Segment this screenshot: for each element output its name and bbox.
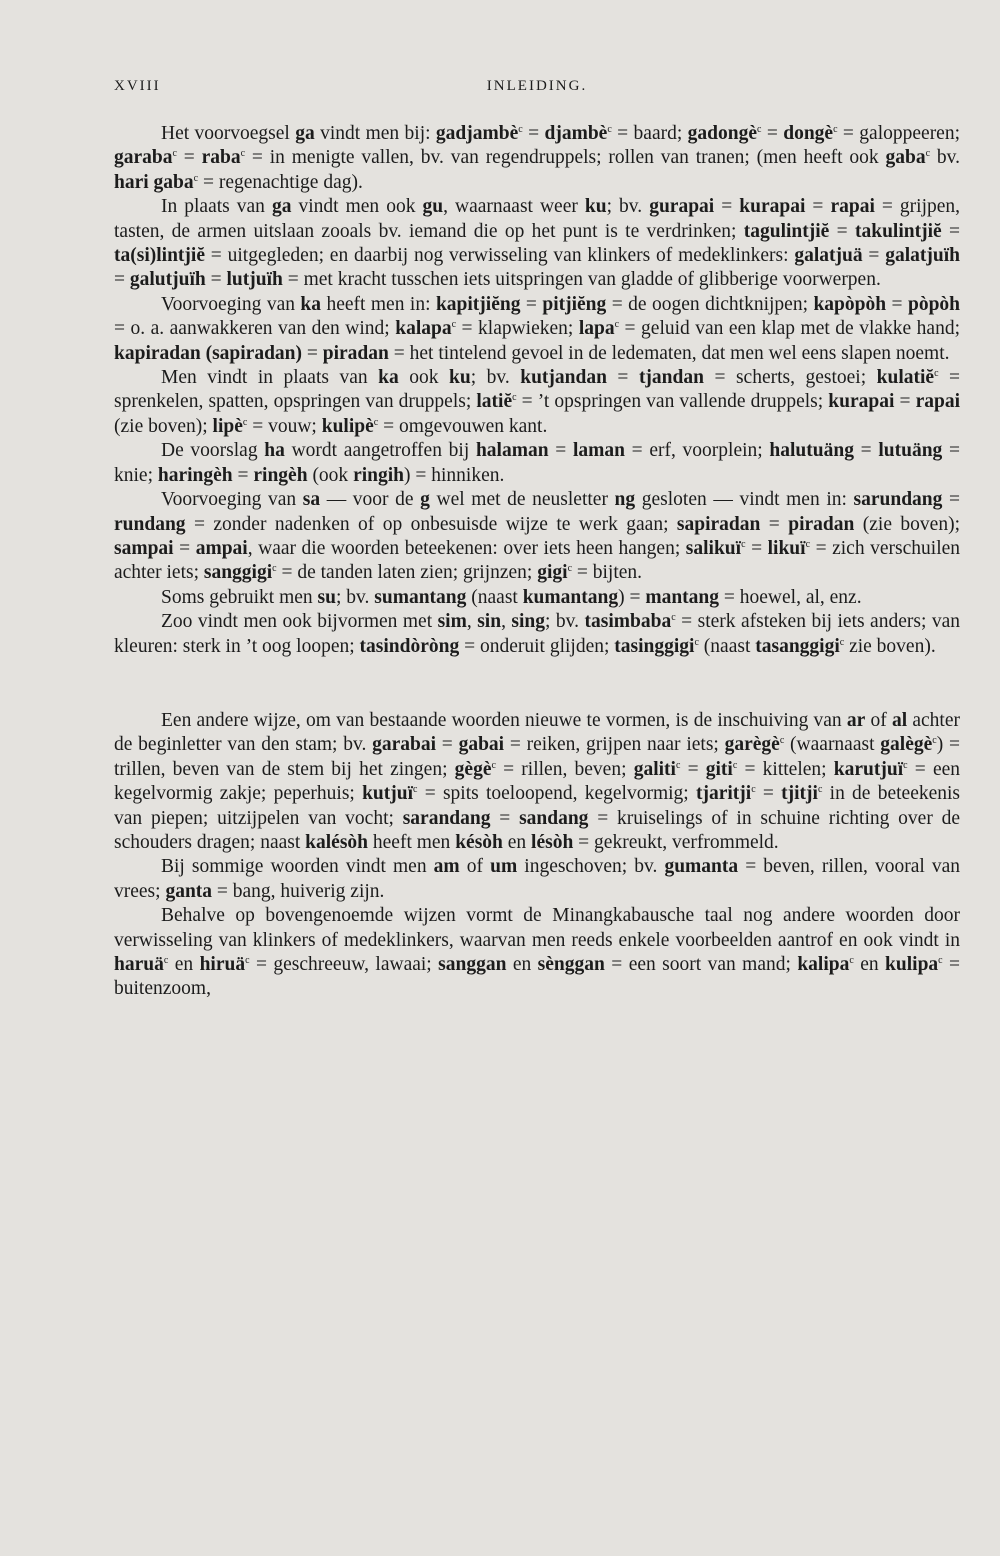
term: piradan	[788, 513, 855, 535]
text-run: in de beteekenis van piepen; uitzijpelen van vocht;	[114, 783, 961, 829]
superscript-mark: c	[675, 759, 681, 771]
text-run: =	[714, 196, 740, 218]
term: ringih	[353, 464, 404, 486]
text-run: gesloten — vindt men in:	[635, 489, 854, 511]
term: gadjambè	[435, 123, 519, 144]
term: kapiradan (sapiradan)	[114, 342, 303, 364]
text-run: ) =	[618, 586, 646, 608]
term: g	[420, 489, 430, 511]
text-run: =	[548, 440, 573, 462]
term: gumanta	[664, 856, 739, 878]
term: ga	[295, 123, 315, 144]
term: késòh	[455, 831, 503, 853]
text-run: vindt men bij:	[314, 123, 436, 144]
text-run: = de tanden laten zien; grijnzen;	[276, 562, 538, 584]
text-run: ,	[466, 611, 478, 633]
text-run: =	[520, 293, 543, 315]
superscript-mark: c	[932, 735, 937, 747]
term: kumantang	[522, 586, 619, 608]
text-run: = rillen, beven;	[495, 758, 634, 780]
term: hari gaba	[114, 171, 194, 193]
text-run: = sterk afsteken bij iets anders; van kleuren: sterk in ’t oog loopen;	[114, 611, 961, 657]
text-run: =	[745, 537, 768, 559]
term: tjaritji	[695, 783, 752, 805]
text-run: =	[894, 391, 916, 413]
superscript-mark: c	[614, 319, 620, 331]
text-run: , waar die woorden beteekenen: over iets heen hangen;	[247, 537, 686, 559]
superscript-mark: c	[567, 563, 573, 575]
text-run: =	[302, 342, 323, 364]
text-run: =	[680, 758, 706, 780]
text-run: ingeschoven; bv.	[517, 856, 665, 878]
text-run: ; bv.	[545, 611, 585, 633]
text-run: wel met de neusletter	[429, 489, 615, 511]
term: hiruä	[199, 954, 246, 975]
term: giti	[705, 758, 733, 780]
term: likuï	[767, 537, 806, 559]
term: tjitji	[781, 783, 818, 805]
text-run: ) = trillen, beven van de stem bij het zingen;	[114, 734, 960, 780]
text-run: = grijpen, tasten, de armen uitslaan zooals bv. iemand die op het punt is te verdrinken;	[114, 196, 961, 242]
term: rapai	[830, 196, 875, 218]
text-run: , waarnaast weer	[443, 196, 585, 218]
text-run: bv.	[930, 147, 960, 169]
term: sarundang	[853, 489, 943, 511]
term: gu	[422, 196, 444, 218]
text-run: ook	[398, 367, 449, 389]
paragraph	[114, 366, 960, 439]
text-run: = knie;	[114, 440, 960, 486]
paragraph	[114, 195, 960, 293]
term: tasimbaba	[584, 611, 672, 633]
term: lutuäng	[878, 440, 943, 462]
superscript-mark: c	[934, 368, 939, 380]
term: raba	[201, 147, 241, 169]
term: sarandang	[402, 807, 491, 829]
term: tasanggigi	[755, 635, 840, 657]
text-run: = spits toeloopend, kegelvormig;	[417, 783, 696, 805]
text-run: Soms gebruikt men	[161, 586, 318, 608]
term: sampai	[114, 537, 174, 559]
term: haringèh	[157, 464, 233, 486]
term: sumantang	[374, 586, 467, 608]
text-run: Het voorvoegsel	[161, 123, 296, 144]
paragraph	[114, 439, 960, 488]
superscript-mark: c	[805, 538, 811, 550]
text-run: = uitgegleden; en daarbij nog verwisseling van klinkers of medeklinkers:	[204, 245, 795, 267]
term: takulintjiĕ	[855, 220, 942, 242]
text-run: en	[168, 954, 200, 975]
text-run: = het tintelend gevoel in de ledematen, dat men wel eens slapen noemt.	[388, 342, 950, 364]
text-run: of	[459, 856, 491, 878]
term: rapai	[915, 391, 960, 413]
term: sènggan	[537, 954, 605, 975]
text-run: = baard;	[611, 123, 688, 144]
superscript-mark: c	[671, 612, 676, 624]
paragraph	[114, 855, 960, 904]
text-run: =	[114, 269, 130, 291]
paragraph	[114, 488, 960, 586]
term: pòpòh	[907, 293, 961, 315]
text-run: = kittelen;	[737, 758, 834, 780]
term: sandang	[519, 807, 589, 829]
text-run: De voorslag	[161, 440, 265, 462]
term: al	[891, 709, 908, 731]
text-run: = omgevouwen kant.	[378, 415, 548, 437]
term: kurapai	[739, 196, 806, 218]
text-run: (ook	[307, 464, 354, 486]
text-run: =	[436, 734, 459, 756]
superscript-mark: c	[839, 636, 845, 648]
term: garègè	[724, 734, 780, 756]
superscript-mark: c	[242, 416, 248, 428]
term: lipè	[212, 415, 243, 437]
paragraph	[114, 709, 960, 855]
text-run: = ’t opspringen van vallende druppels;	[516, 391, 829, 413]
term: ringèh	[253, 464, 308, 486]
term: galutjuïh	[129, 269, 206, 291]
text-run: wordt aangetroffen bij	[284, 440, 476, 462]
term: halaman	[475, 440, 549, 462]
text-run: heeft men in:	[321, 293, 436, 315]
text-run: ) = hinniken.	[404, 464, 505, 486]
text-run: =	[853, 440, 879, 462]
term: galègè	[880, 734, 933, 756]
text-run: =	[522, 123, 545, 144]
text-run: = zich verschuilen achter iets;	[114, 537, 961, 584]
superscript-mark: c	[451, 319, 457, 331]
text-run: heeft men	[368, 831, 456, 853]
superscript-mark: c	[193, 172, 199, 184]
superscript-mark: c	[817, 784, 823, 796]
paragraph	[114, 904, 960, 1002]
term: salikuï	[685, 537, 742, 559]
term: lésòh	[531, 831, 574, 853]
term: kalapa	[395, 318, 452, 340]
term: sanggan	[438, 954, 507, 975]
paragraph	[114, 293, 960, 366]
superscript-mark: c	[518, 124, 523, 135]
term: ku	[584, 196, 607, 218]
text-run: =	[755, 783, 782, 805]
text-run: = regenachtige dag).	[198, 171, 363, 193]
superscript-mark: c	[903, 759, 908, 771]
text-run: =	[176, 147, 202, 169]
superscript-mark: c	[240, 148, 246, 160]
text-run: =	[761, 123, 784, 144]
text-run: = scherts, gestoei;	[703, 367, 877, 389]
term: galiti	[633, 758, 676, 780]
term: rundang	[114, 513, 186, 535]
term: piradan	[322, 342, 389, 364]
text-run: = in menigte vallen, bv. van regendruppels; rollen van tranen; (men heeft ook	[245, 147, 886, 169]
text-run: en	[502, 831, 532, 853]
superscript-mark: c	[732, 759, 738, 771]
text-run: of	[865, 709, 892, 731]
term: sanggigi	[203, 562, 273, 584]
text-run: = galoppeeren;	[837, 123, 961, 144]
text-run: en	[506, 954, 538, 975]
superscript-mark: c	[925, 148, 931, 160]
text-run: = een kegelvormig zakje; peperhuis;	[114, 758, 961, 805]
text-run: =	[862, 245, 886, 267]
superscript-mark: c	[512, 392, 517, 404]
term: lutjuïh	[226, 269, 283, 291]
text-run: =	[805, 196, 831, 218]
term: gadongè	[687, 123, 758, 144]
text-run: Voorvoeging van	[161, 293, 301, 315]
term: sapiradan	[676, 513, 761, 535]
term: sin	[477, 611, 502, 633]
term: haruä	[114, 954, 164, 975]
body-text	[114, 122, 960, 1002]
term: latiĕ	[476, 391, 513, 413]
text-run: = een soort van mand;	[604, 954, 798, 975]
text-run: = kruiselings of in schuine richting over de schouders dragen; naast	[114, 807, 961, 853]
term: gabai	[458, 734, 505, 756]
term: laman	[572, 440, 625, 462]
superscript-mark: c	[607, 124, 612, 135]
text-run: = reiken, grijpen naar iets;	[504, 734, 725, 756]
term: gègè	[454, 758, 492, 780]
term: kutjandan	[520, 367, 607, 389]
text-run: (waarnaast	[784, 734, 881, 756]
term: kutjuï	[362, 783, 414, 805]
paragraph	[114, 122, 960, 195]
term: kulatiĕ	[876, 367, 935, 389]
text-run: = onderuit glijden;	[459, 635, 615, 657]
text-run: = bijten.	[572, 562, 643, 584]
text-run: Men vindt in plaats van	[161, 367, 379, 389]
superscript-mark: c	[163, 955, 169, 966]
text-run: ; bv.	[335, 586, 375, 608]
text-run: Behalve op bovengenoemde wijzen vormt de Minangkabausche taal nog andere woorden door verwisseling van klinkers of medeklinkers, waarvan men reeds enkele voorbeelden aantrof en ook vindt in	[114, 905, 960, 951]
term: ha	[264, 440, 285, 462]
superscript-mark: c	[491, 759, 496, 771]
term: tjandan	[638, 367, 704, 389]
term: djambè	[544, 123, 608, 144]
text-run: zie boven).	[844, 635, 936, 657]
text-run: =	[232, 464, 254, 486]
superscript-mark: c	[413, 784, 418, 796]
superscript-mark: c	[757, 124, 762, 135]
text-run: = geluid van een klap met de vlakke hand;	[619, 318, 960, 340]
text-run: (zie boven);	[854, 513, 960, 535]
text-run: =	[942, 489, 960, 511]
paragraph	[114, 610, 960, 659]
text-run: = erf, voorplein;	[624, 440, 770, 462]
term: halutuäng	[769, 440, 854, 462]
running-header	[114, 78, 960, 100]
superscript-mark: c	[245, 955, 250, 966]
term: tasinggigi	[614, 635, 695, 657]
term: kapitjiĕng	[435, 293, 521, 315]
text-run: Een andere wijze, om van bestaande woorden nieuwe te vormen, is de inschuiving van	[161, 709, 847, 731]
text-run: Zoo vindt men ook bijvormen met	[161, 611, 438, 633]
term: tagulintjiĕ	[743, 220, 830, 242]
text-run: =	[886, 293, 908, 315]
term: ta(si)lintjiĕ	[114, 245, 205, 267]
text-run: = o. a. aanwakkeren van den wind;	[114, 318, 396, 340]
term: um	[490, 856, 518, 878]
text-run: =	[173, 537, 196, 559]
text-run: =	[941, 220, 961, 242]
term: gurapai	[649, 196, 715, 218]
term: karutjuï	[833, 758, 904, 780]
text-run: =	[829, 220, 855, 242]
term: kulipè	[321, 415, 374, 437]
text-run: = klapwieken;	[456, 318, 579, 340]
text-run: =	[606, 367, 639, 389]
term: su	[317, 586, 336, 608]
term: ng	[614, 489, 636, 511]
superscript-mark: c	[694, 636, 699, 648]
text-run: = bang, huiverig zijn.	[212, 880, 385, 902]
text-run: =	[205, 269, 227, 291]
superscript-mark: c	[779, 735, 785, 747]
superscript-mark: c	[172, 148, 177, 160]
term: gaba	[885, 147, 926, 169]
text-run: = beven, rillen, vooral van vrees;	[114, 856, 961, 902]
term: garabai	[372, 734, 437, 756]
superscript-mark: c	[741, 538, 746, 550]
superscript-mark: c	[938, 955, 943, 966]
term: ku	[448, 367, 471, 389]
superscript-mark: c	[272, 563, 277, 575]
text-run: ; bv.	[606, 196, 650, 218]
text-run: — voor de	[320, 489, 421, 511]
term: ganta	[165, 880, 213, 902]
page-number: XVIII	[114, 78, 161, 94]
term: ka	[378, 367, 399, 389]
superscript-mark: c	[833, 124, 838, 135]
text-run: (zie boven);	[114, 415, 213, 437]
term: sim	[437, 611, 467, 633]
text-run: = zonder nadenken of op onbesuisde wijze te werk gaan;	[185, 513, 677, 535]
term: kulipa	[885, 954, 939, 975]
text-run: Voorvoeging van	[161, 489, 303, 511]
term: kurapai	[828, 391, 895, 413]
term: lapa	[578, 318, 615, 340]
text-run: = gekreukt, verfrommeld.	[573, 831, 779, 853]
text-run: =	[760, 513, 789, 535]
text-run: (naast	[698, 635, 756, 657]
text-run: = de oogen dichtknijpen;	[606, 293, 814, 315]
text-run: In plaats van	[161, 196, 272, 218]
term: gigi	[537, 562, 568, 584]
text-run: = met kracht tusschen iets uitspringen van gladde of glibberige voorwerpen.	[282, 269, 881, 291]
term: sing	[511, 611, 546, 633]
term: kalipa	[797, 954, 850, 975]
term: galatjuä	[794, 245, 863, 267]
term: mantang	[645, 586, 720, 608]
term: kalésòh	[305, 831, 369, 853]
text-run: en	[853, 954, 886, 975]
text-run: =	[490, 807, 520, 829]
superscript-mark: c	[849, 955, 854, 966]
term: garaba	[114, 147, 173, 169]
term: ampai	[195, 537, 248, 559]
text-run: = hoewel, al, enz.	[719, 586, 862, 608]
term: ka	[300, 293, 322, 315]
text-run: Bij sommige woorden vindt men	[161, 856, 434, 878]
text-run: = sprenkelen, spatten, opspringen van druppels;	[114, 367, 961, 413]
term: pitjiĕng	[542, 293, 607, 315]
superscript-mark: c	[373, 416, 379, 428]
term: sa	[302, 489, 321, 511]
term: am	[433, 856, 460, 878]
term: dongè	[783, 123, 834, 144]
running-title: INLEIDING.	[486, 78, 588, 94]
text-run: achter de beginletter van den stam; bv.	[114, 709, 960, 756]
text-run: vindt men ook	[291, 196, 423, 218]
term: galatjuïh	[885, 245, 960, 267]
term: ar	[846, 709, 866, 731]
text-run: (naast	[466, 586, 523, 608]
term: tasindòròng	[359, 635, 460, 657]
text-run: ,	[501, 611, 512, 633]
term: ga	[271, 196, 292, 218]
text-run: = geschreeuw, lawaai;	[249, 954, 439, 975]
superscript-mark: c	[751, 784, 756, 796]
text-run: = vouw;	[247, 415, 322, 437]
term: kapòpòh	[813, 293, 887, 315]
text-run: ; bv.	[470, 367, 521, 389]
paragraph	[114, 586, 960, 610]
text-run: = buitenzoom,	[114, 954, 961, 1000]
